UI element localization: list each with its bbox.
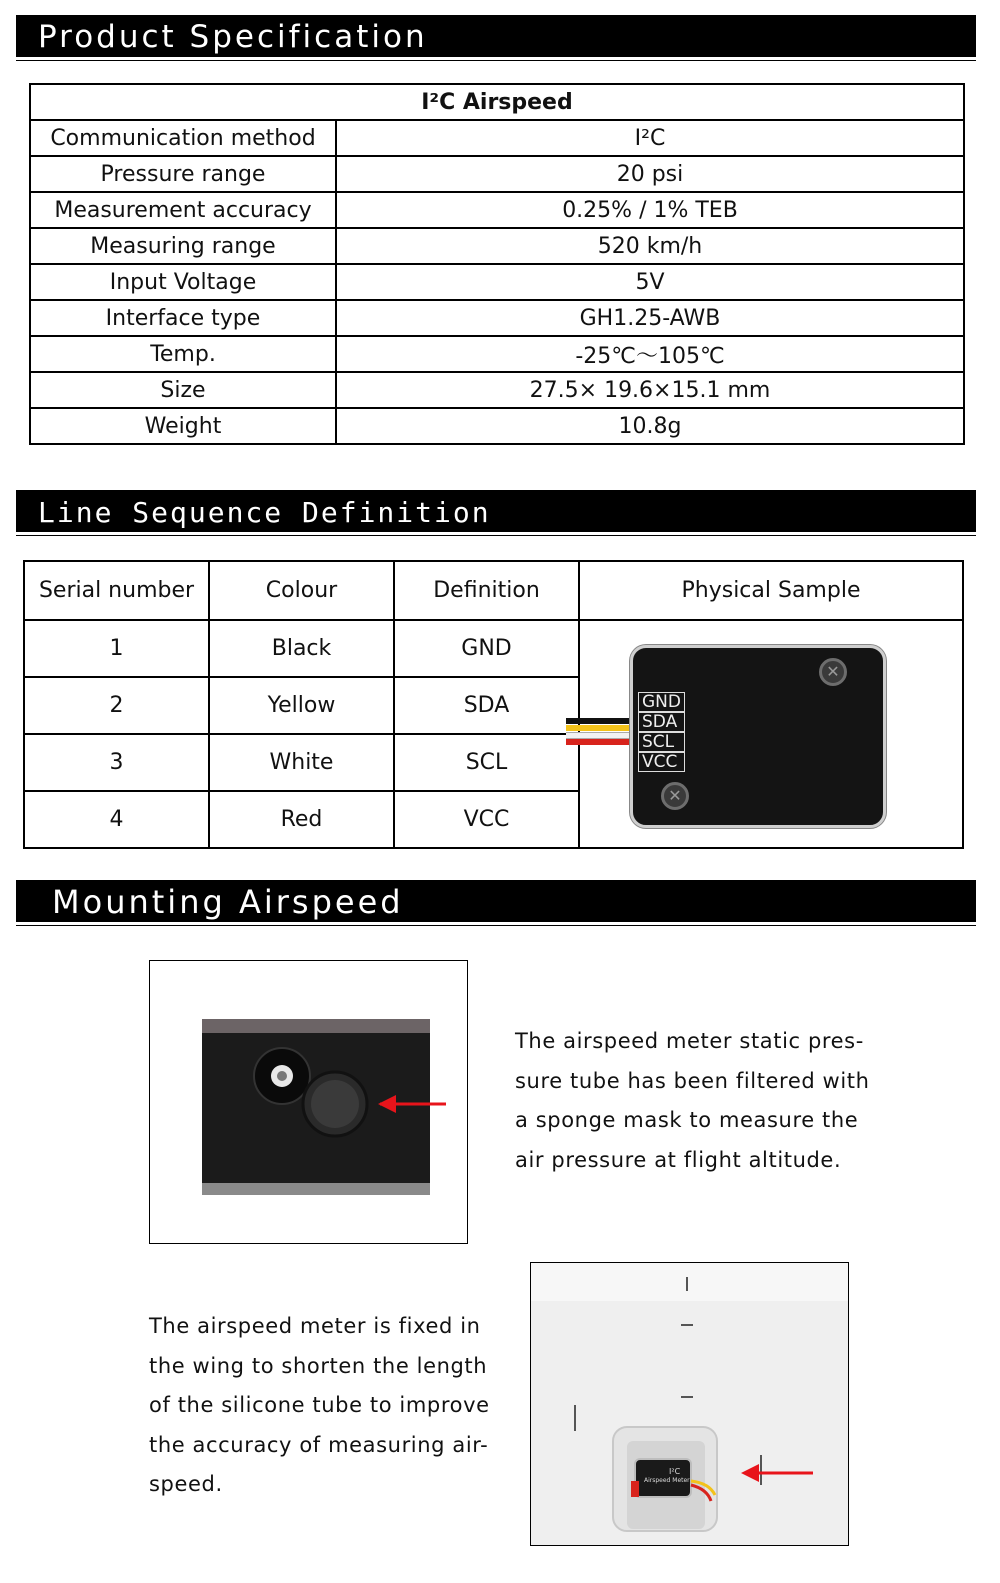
spec-key: Weight xyxy=(30,408,336,444)
section-banner-mount xyxy=(16,880,976,922)
spec-table-header: I²C Airspeed xyxy=(30,84,964,120)
spec-value: 27.5× 19.6×15.1 mm xyxy=(336,372,964,408)
wire-black xyxy=(566,718,638,724)
wing-installation-illustration xyxy=(531,1263,848,1545)
table-row xyxy=(30,300,964,336)
spec-value: 20 psi xyxy=(336,156,964,192)
wire-colour: Black xyxy=(209,620,394,677)
divider xyxy=(16,925,976,926)
spec-table xyxy=(29,83,965,445)
spec-key: Measurement accuracy xyxy=(30,192,336,228)
pin-label: SDA xyxy=(638,712,685,732)
wire-colour: Yellow xyxy=(209,677,394,734)
pin-label: GND xyxy=(638,692,685,712)
wire-definition: GND xyxy=(394,620,579,677)
wing-module-label-1: I²C xyxy=(669,1467,681,1476)
spec-key: Size xyxy=(30,372,336,408)
spec-value: GH1.25-AWB xyxy=(336,300,964,336)
spec-value: -25℃～105℃ xyxy=(336,336,964,372)
pin-label: VCC xyxy=(638,752,685,772)
section-title-spec: Product Specification xyxy=(38,19,428,55)
table-row xyxy=(30,264,964,300)
spec-key: Interface type xyxy=(30,300,336,336)
section-banner-line xyxy=(16,490,976,532)
section-title-line: Line Sequence Definition xyxy=(38,496,491,529)
sensor-photo xyxy=(149,960,468,1244)
mounting-text-sponge xyxy=(515,1022,935,1180)
screw-icon: ✕ xyxy=(819,658,847,686)
mounting-text-wing xyxy=(149,1307,529,1505)
sensor-sponge-illustration xyxy=(150,961,467,1243)
spec-value: 5V xyxy=(336,264,964,300)
spec-key: Measuring range xyxy=(30,228,336,264)
table-row xyxy=(30,192,964,228)
spec-key: Communication method xyxy=(30,120,336,156)
table-row xyxy=(30,408,964,444)
table-row xyxy=(30,372,964,408)
divider xyxy=(16,60,976,61)
wire-red xyxy=(566,739,638,745)
column-header-colour: Colour xyxy=(209,561,394,620)
wire-yellow xyxy=(566,725,638,731)
section-title-mount: Mounting Airspeed xyxy=(52,883,404,921)
spec-value: 10.8g xyxy=(336,408,964,444)
screw-icon: ✕ xyxy=(661,782,689,810)
spec-key: Temp. xyxy=(30,336,336,372)
pin-label: SCL xyxy=(638,732,685,752)
spec-value: 0.25% / 1% TEB xyxy=(336,192,964,228)
divider xyxy=(16,535,976,536)
wire-definition: SDA xyxy=(394,677,579,734)
serial-number: 4 xyxy=(24,791,209,848)
spec-value: I²C xyxy=(336,120,964,156)
column-header-definition: Definition xyxy=(394,561,579,620)
wire-white xyxy=(566,732,638,739)
wire-colour: Red xyxy=(209,791,394,848)
wire-colour: White xyxy=(209,734,394,791)
pin-labels xyxy=(638,692,685,772)
serial-number: 2 xyxy=(24,677,209,734)
mounting-text-2: The airspeed meter is fixed in the wing to shorten the length of the silicone tube to improve the accuracy of measuring air- speed. xyxy=(149,1314,490,1496)
wire-definition: VCC xyxy=(394,791,579,848)
wire-definition: SCL xyxy=(394,734,579,791)
mounting-text-1: The airspeed meter static pres- sure tube has been filtered with a sponge mask to measure the air pressure at flight altitude. xyxy=(515,1029,870,1172)
table-row xyxy=(30,228,964,264)
wing-module-label-2: Airspeed Meter xyxy=(644,1477,690,1484)
table-row xyxy=(30,156,964,192)
serial-number: 1 xyxy=(24,620,209,677)
spec-key: Pressure range xyxy=(30,156,336,192)
serial-number: 3 xyxy=(24,734,209,791)
table-row xyxy=(30,120,964,156)
wing-photo xyxy=(530,1262,849,1546)
table-row xyxy=(30,336,964,372)
spec-key: Input Voltage xyxy=(30,264,336,300)
column-header-serial: Serial number xyxy=(24,561,209,620)
section-banner-spec xyxy=(16,15,976,57)
column-header-sample: Physical Sample xyxy=(579,561,963,620)
spec-value: 520 km/h xyxy=(336,228,964,264)
